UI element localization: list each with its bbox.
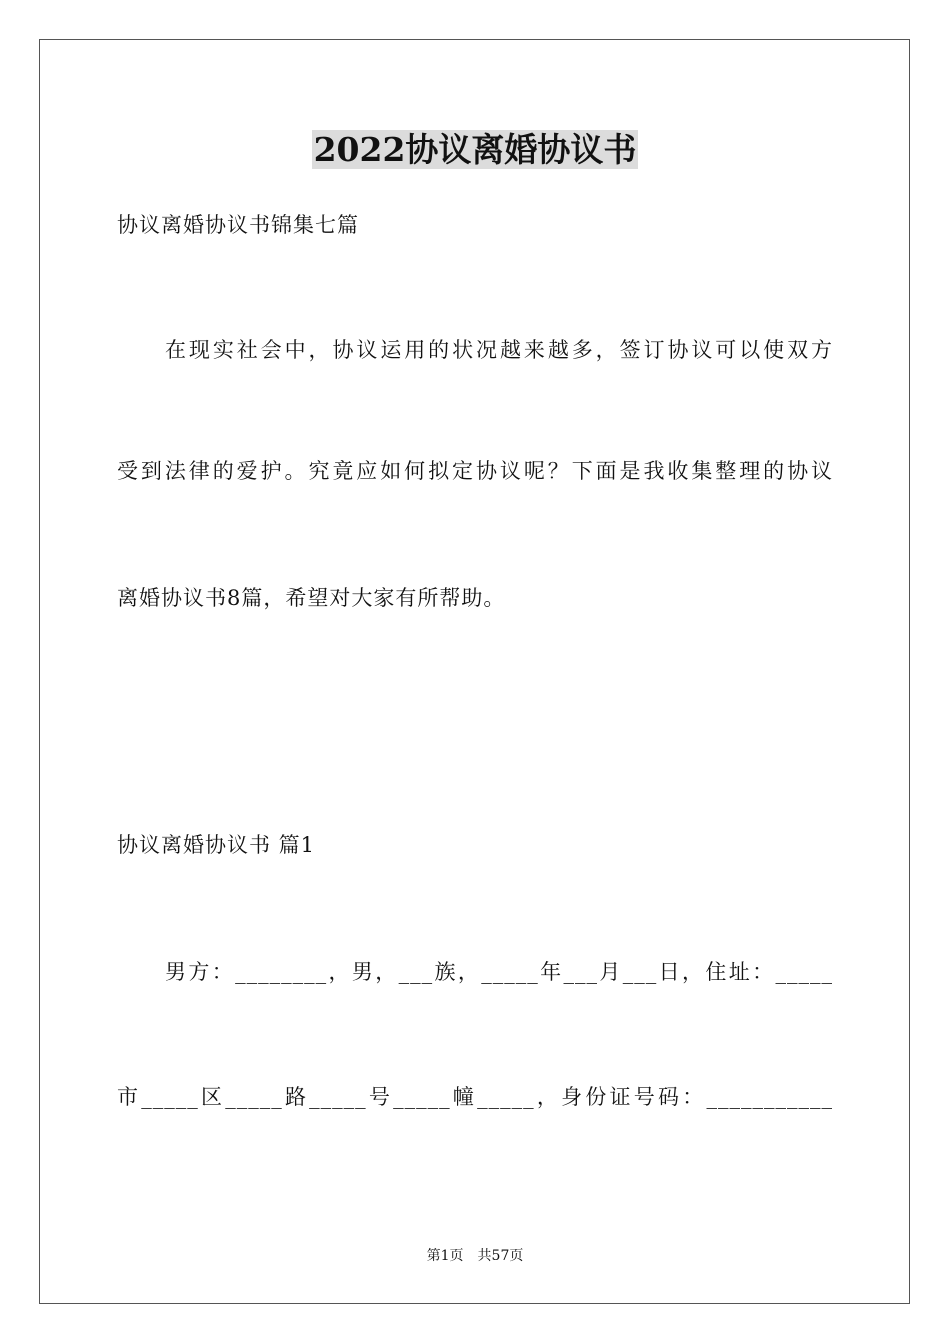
form-line-1: 男方：________，男，___族，_____年___月___日，住址：_____ — [165, 960, 833, 984]
page-number: 第1页 — [426, 1248, 464, 1264]
document-title — [0, 128, 950, 172]
page-total: 共57页 — [477, 1248, 524, 1264]
document-title-text: 2022协议离婚协议书 — [313, 130, 637, 169]
intro-line-3: 离婚协议书8篇，希望对大家有所帮助。 — [117, 586, 506, 610]
page-footer — [0, 1246, 950, 1266]
document-subtitle: 协议离婚协议书锦集七篇 — [117, 213, 359, 237]
intro-line-2: 受到法律的爱护。究竟应如何拟定协议呢？下面是我收集整理的协议 — [117, 459, 833, 483]
section-heading: 协议离婚协议书 篇1 — [117, 833, 316, 857]
intro-line-1: 在现实社会中，协议运用的状况越来越多，签订协议可以使双方 — [165, 338, 833, 362]
form-line-2: 市_____区_____路_____号_____幢_____，身份证号码：___________ — [117, 1085, 833, 1109]
